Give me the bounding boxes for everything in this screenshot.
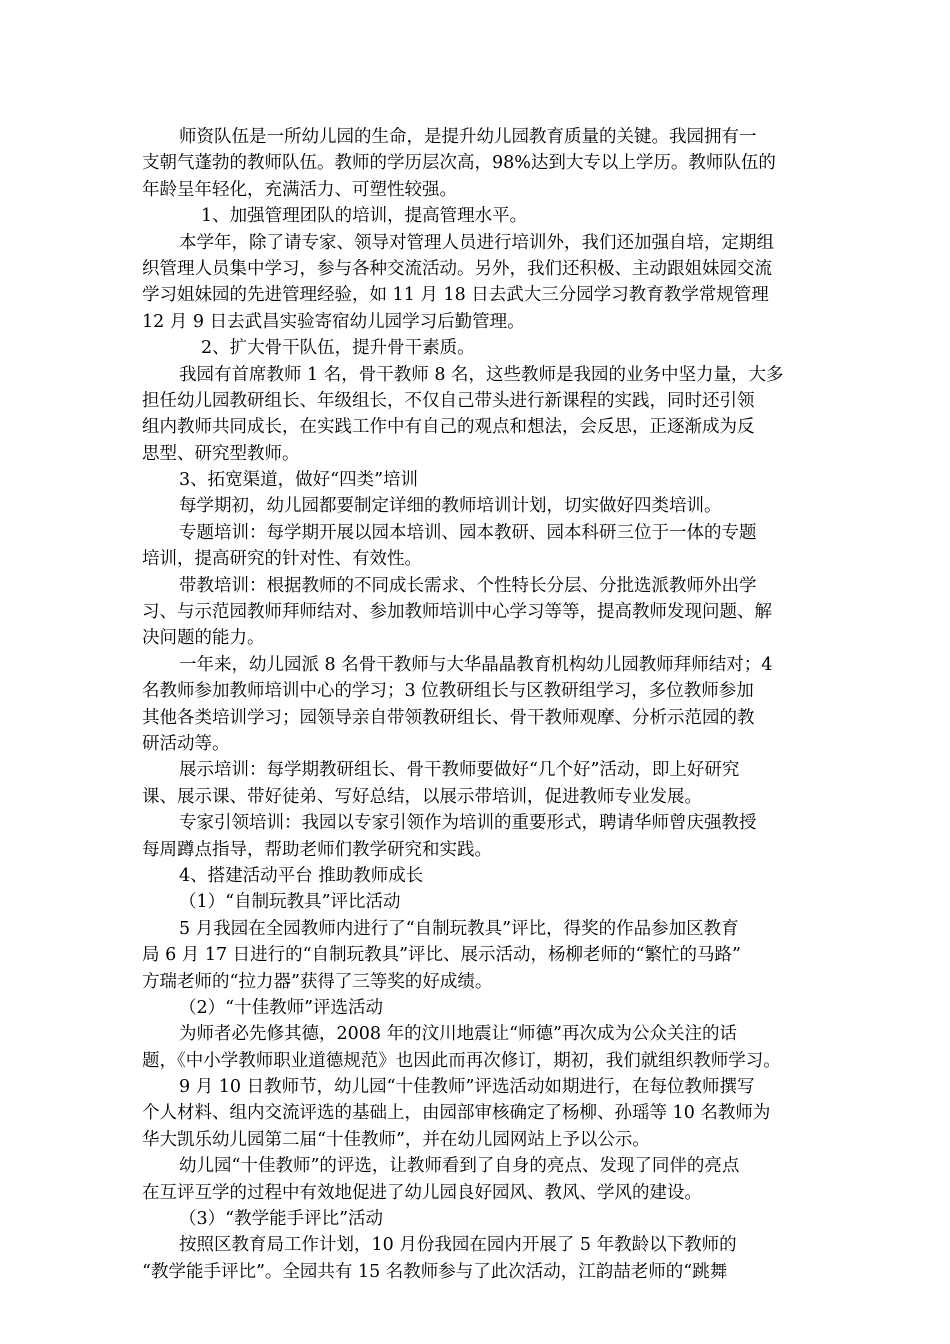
- paragraph-line: 一年来，幼儿园派 8 名骨干教师与大华晶晶教育机构幼儿园教师拜师结对；4: [179, 654, 773, 675]
- paragraph-continuation-line: 思型、研究型教师。: [142, 443, 300, 464]
- paragraph-continuation-line: 局 6 月 17 日进行的“自制玩教具”评比、展示活动，杨柳老师的“繁忙的马路”: [142, 945, 741, 966]
- paragraph-continuation-line: 担任幼儿园教研组长、年级组长，不仅自己带头进行新课程的实践，同时还引领: [142, 390, 755, 411]
- paragraph-line: 专题培训：每学期开展以园本培训、园本教研、园本科研三位于一体的专题: [179, 522, 757, 543]
- paragraph-line: 5 月我园在全园教师内进行了“自制玩教具”评比，得奖的作品参加区教育: [179, 918, 739, 939]
- subsection-heading: （3）“教学能手评比”活动: [179, 1209, 384, 1230]
- paragraph-continuation-line: 名教师参加教师培训中心的学习；3 位教研组长与区教研组学习，多位教师参加: [142, 681, 754, 702]
- paragraph-continuation-line: 研活动等。: [142, 733, 230, 754]
- paragraph-line: 展示培训：每学期教研组长、骨干教师要做好“几个好”活动，即上好研究: [179, 760, 740, 781]
- paragraph-continuation-line: 年龄呈年轻化，充满活力、可塑性较强。: [142, 179, 457, 200]
- section-heading: 2、扩大骨干队伍，提升骨干素质。: [201, 338, 475, 359]
- paragraph-continuation-line: “教学能手评比”。全园共有 15 名教师参与了此次活动，江韵喆老师的“跳舞: [142, 1261, 728, 1282]
- section-heading: 3、拓宽渠道，做好“四类”培训: [179, 470, 419, 491]
- paragraph-continuation-line: 题，《中小学教师职业道德规范》也因此而再次修订，期初，我们就组织教师学习。: [142, 1050, 781, 1071]
- paragraph-continuation-line: 个人材料、组内交流评选的基础上，由园部审核确定了杨柳、孙瑶等 10 名教师为: [142, 1103, 771, 1124]
- paragraph-continuation-line: 每周蹲点指导，帮助老师们教学研究和实践。: [142, 839, 492, 860]
- paragraph-line: 本学年，除了请专家、领导对管理人员进行培训外，我们还加强自培，定期组: [179, 232, 774, 253]
- paragraph-line: 9 月 10 日教师节，幼儿园“十佳教师”评选活动如期进行，在每位教师撰写: [179, 1077, 755, 1098]
- paragraph-continuation-line: 在互评互学的过程中有效地促进了幼儿园良好园风、教风、学风的建设。: [142, 1182, 702, 1203]
- section-heading: 4、搭建活动平台 推助教师成长: [179, 865, 424, 886]
- paragraph-line: 专家引领培训：我园以专家引领作为培训的重要形式，聘请华师曾庆强教授: [179, 813, 757, 834]
- paragraph-continuation-line: 决问题的能力。: [142, 628, 265, 649]
- paragraph-line: 带教培训：根据教师的不同成长需求、个性特长分层、分批选派教师外出学: [179, 575, 757, 596]
- document-body: [142, 124, 810, 1285]
- paragraph-continuation-line: 12 月 9 日去武昌实验寄宿幼儿园学习后勤管理。: [142, 311, 525, 332]
- paragraph-line: 按照区教育局工作计划，10 月份我园在园内开展了 5 年教龄以下教师的: [179, 1235, 737, 1256]
- subsection-heading: （1）“自制玩教具”评比活动: [179, 892, 401, 913]
- paragraph-continuation-line: 组内教师共同成长，在实践工作中有自己的观点和想法，会反思，正逐渐成为反: [142, 417, 755, 438]
- paragraph-continuation-line: 课、展示课、带好徒弟、写好总结，以展示带培训，促进教师专业发展。: [142, 786, 702, 807]
- paragraph-continuation-line: 华大凯乐幼儿园第二届“十佳教师”，并在幼儿园网站上予以公示。: [142, 1129, 650, 1150]
- paragraph-line: 为师者必先修其德，2008 年的汶川地震让“师德”再次成为公众关注的话: [179, 1024, 737, 1045]
- section-heading: 1、加强管理团队的培训，提高管理水平。: [201, 206, 528, 227]
- paragraph-continuation-line: 培训，提高研究的针对性、有效性。: [142, 549, 422, 570]
- paragraph-continuation-line: 学习姐妹园的先进管理经验，如 11 月 18 日去武大三分园学习教育教学常规管理: [142, 285, 769, 306]
- paragraph-line: 幼儿园“十佳教师”的评选，让教师看到了自身的亮点、发现了同伴的亮点: [179, 1156, 740, 1177]
- paragraph-line: 我园有首席教师 1 名，骨干教师 8 名，这些教师是我园的业务中坚力量，大多: [179, 364, 784, 385]
- paragraph-continuation-line: 支朝气蓬勃的教师队伍。教师的学历层次高，98%达到大专以上学历。教师队伍的: [142, 153, 776, 174]
- paragraph-continuation-line: 习、与示范园教师拜师结对、参加教师培训中心学习等等，提高教师发现问题、解: [142, 602, 772, 623]
- paragraph-continuation-line: 织管理人员集中学习，参与各种交流活动。另外，我们还积极、主动跟姐妹园交流: [142, 258, 772, 279]
- paragraph-line: 每学期初，幼儿园都要制定详细的教师培训计划，切实做好四类培训。: [179, 496, 722, 517]
- paragraph-line: 师资队伍是一所幼儿园的生命，是提升幼儿园教育质量的关键。我园拥有一: [179, 127, 757, 147]
- paragraph-continuation-line: 方瑞老师的“拉力器”获得了三等奖的好成绩。: [142, 971, 493, 992]
- paragraph-continuation-line: 其他各类培训学习；园领导亲自带领教研组长、骨干教师观摩、分析示范园的教: [142, 707, 755, 728]
- subsection-heading: （2）“十佳教师”评选活动: [179, 997, 384, 1018]
